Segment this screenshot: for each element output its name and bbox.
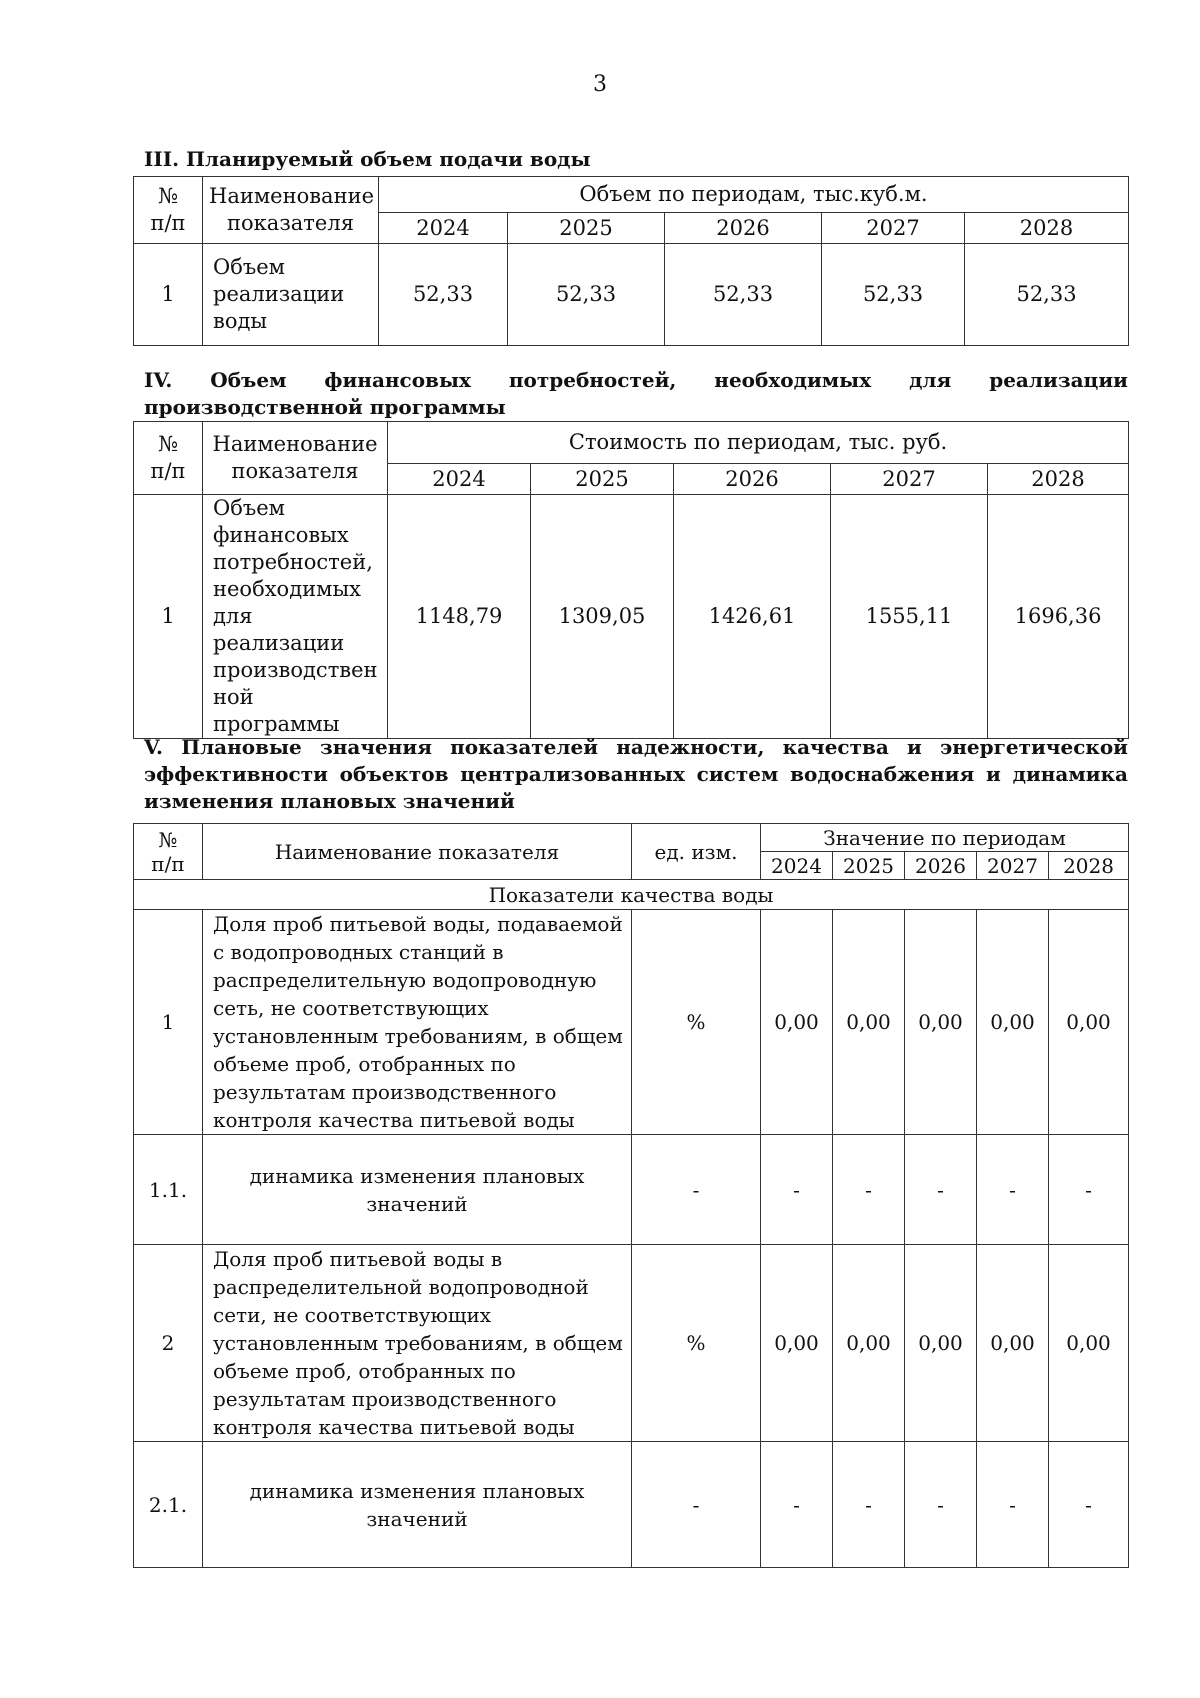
year-header: 2026 xyxy=(905,852,977,880)
row-value: - xyxy=(977,1442,1049,1568)
table-row xyxy=(134,1245,1129,1442)
row-value: 52,33 xyxy=(965,244,1129,346)
year-header: 2028 xyxy=(965,213,1129,244)
row-value: - xyxy=(905,1442,977,1568)
year-header: 2025 xyxy=(833,852,905,880)
row-num: 1 xyxy=(134,244,203,346)
section-4-title: IV. Объем финансовых потребностей, необходимых для реализации производственной программы xyxy=(144,368,1128,419)
row-name: Доля проб питьевой воды, подаваемой с водопроводных станций в распределительную водопроводную сеть, не соответствующих установленным требованиям, в общем объеме проб, отобранных по результатам производственного контроля качества питьевой воды xyxy=(203,910,632,1135)
row-value: 0,00 xyxy=(1049,1245,1129,1442)
row-value: 0,00 xyxy=(1049,910,1129,1135)
row-value: 1555,11 xyxy=(831,495,988,739)
row-name: Объем реализации воды xyxy=(203,244,379,346)
row-value: - xyxy=(977,1135,1049,1245)
row-value: - xyxy=(761,1442,833,1568)
row-value: 0,00 xyxy=(905,1245,977,1442)
row-value: - xyxy=(1049,1135,1129,1245)
row-value: 0,00 xyxy=(761,910,833,1135)
col-num-header: № п/п xyxy=(134,422,203,495)
row-name: Доля проб питьевой воды в распределительной водопроводной сети, не соответствующих установленным требованиям, в общем объеме проб, отобранных по результатам производственного контроля качества питьевой воды xyxy=(203,1245,632,1442)
col-group-header: Объем по периодам, тыс.куб.м. xyxy=(379,177,1129,213)
row-name: динамика изменения плановых значений xyxy=(203,1135,632,1245)
row-value: 0,00 xyxy=(977,910,1049,1135)
col-name-header: Наименование показателя xyxy=(203,422,388,495)
row-value: 1148,79 xyxy=(388,495,531,739)
row-unit: % xyxy=(632,910,761,1135)
table-row xyxy=(134,1135,1129,1245)
col-name-header: Наименование показателя xyxy=(203,824,632,880)
row-value: 1309,05 xyxy=(531,495,674,739)
col-unit-header: ед. изм. xyxy=(632,824,761,880)
row-unit: - xyxy=(632,1442,761,1568)
col-group-header: Стоимость по периодам, тыс. руб. xyxy=(388,422,1129,464)
row-num: 1 xyxy=(134,495,203,739)
year-header: 2024 xyxy=(761,852,833,880)
row-value: - xyxy=(905,1135,977,1245)
col-name-header: Наименование показателя xyxy=(203,177,379,244)
year-header: 2028 xyxy=(988,464,1129,495)
row-name: динамика изменения плановых значений xyxy=(203,1442,632,1568)
row-num: 2 xyxy=(134,1245,203,1442)
table-row xyxy=(134,1442,1129,1568)
row-value: 0,00 xyxy=(977,1245,1049,1442)
year-header: 2026 xyxy=(674,464,831,495)
section-3-title: III. Планируемый объем подачи воды xyxy=(144,147,591,171)
row-value: 52,33 xyxy=(508,244,665,346)
col-num-header: № п/п xyxy=(134,824,203,880)
year-header: 2025 xyxy=(508,213,665,244)
row-value: 1696,36 xyxy=(988,495,1129,739)
year-header: 2027 xyxy=(977,852,1049,880)
row-value: 52,33 xyxy=(822,244,965,346)
year-header: 2026 xyxy=(665,213,822,244)
row-name: Объем финансовых потребностей, необходимых для реализации производствен ной программы xyxy=(203,495,388,739)
quality-indicators-table xyxy=(133,823,1129,1568)
year-header: 2028 xyxy=(1049,852,1129,880)
group-label: Показатели качества воды xyxy=(134,880,1129,910)
financial-needs-table xyxy=(133,421,1129,739)
row-value: - xyxy=(1049,1442,1129,1568)
row-value: 0,00 xyxy=(833,910,905,1135)
row-value: - xyxy=(833,1135,905,1245)
row-num: 2.1. xyxy=(134,1442,203,1568)
row-value: 0,00 xyxy=(761,1245,833,1442)
row-value: 0,00 xyxy=(905,910,977,1135)
row-value: 52,33 xyxy=(379,244,508,346)
table-row xyxy=(134,910,1129,1135)
row-value: - xyxy=(761,1135,833,1245)
year-header: 2024 xyxy=(388,464,531,495)
col-num-header: № п/п xyxy=(134,177,203,244)
year-header: 2027 xyxy=(822,213,965,244)
section-5-title: V. Плановые значения показателей надежности, качества и энергетической эффективности объектов централизованных систем водоснабжения и динамика изменения плановых значений xyxy=(144,735,1128,813)
row-value: - xyxy=(833,1442,905,1568)
year-header: 2024 xyxy=(379,213,508,244)
row-value: 52,33 xyxy=(665,244,822,346)
row-value: 0,00 xyxy=(833,1245,905,1442)
row-num: 1.1. xyxy=(134,1135,203,1245)
table-row xyxy=(134,244,1129,346)
row-value: 1426,61 xyxy=(674,495,831,739)
row-unit: % xyxy=(632,1245,761,1442)
table-row xyxy=(134,495,1129,739)
year-header: 2027 xyxy=(831,464,988,495)
col-group-header: Значение по периодам xyxy=(761,824,1129,852)
row-num: 1 xyxy=(134,910,203,1135)
year-header: 2025 xyxy=(531,464,674,495)
row-unit: - xyxy=(632,1135,761,1245)
page-number: 3 xyxy=(593,72,607,97)
supply-volume-table xyxy=(133,176,1129,346)
